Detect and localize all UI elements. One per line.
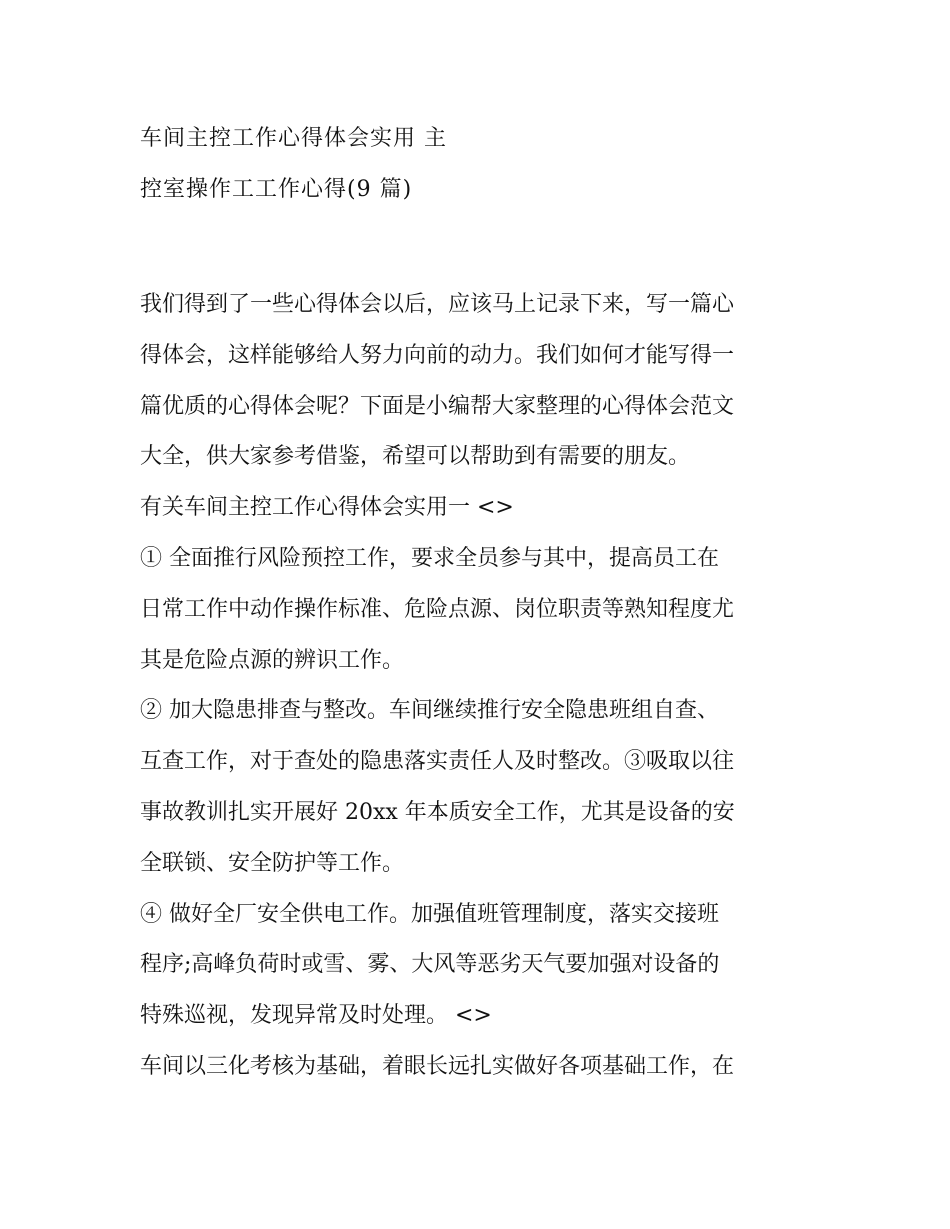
body-line: ① 全面推行风险预控工作，要求全员参与其中，提高员工在 (140, 545, 719, 571)
body-line: 篇优质的心得体会呢？下面是小编帮大家整理的心得体会范文 (140, 393, 735, 419)
body-line: 全联锁、安全防护等工作。 (140, 850, 405, 876)
body-line: 得体会，这样能够给人努力向前的动力。我们如何才能写得一 (140, 342, 735, 368)
body-line: 特殊巡视，发现异常及时处理。 <> (140, 1003, 492, 1029)
title-line: 控室操作工工作心得(9 篇) (140, 176, 413, 202)
document-title (140, 114, 820, 216)
body-line: 车间以三化考核为基础，着眼长远扎实做好各项基础工作，在 (140, 1053, 735, 1079)
body-line: ② 加大隐患排查与整改。车间继续推行安全隐患班组自查、 (140, 698, 719, 724)
body-line: 其是危险点源的辨识工作。 (140, 647, 405, 673)
document-body (140, 280, 830, 1093)
body-line: 我们得到了一些心得体会以后，应该马上记录下来，写一篇心 (140, 292, 735, 317)
body-line: ④ 做好全厂安全供电工作。加强值班管理制度，落实交接班 (140, 901, 719, 927)
body-line: 事故教训扎实开展好 20xx 年本质安全工作，尤其是设备的安 (140, 799, 735, 825)
section-heading: 有关车间主控工作心得体会实用一 <> (140, 495, 514, 521)
body-line: 互查工作，对于查处的隐患落实责任人及时整改。③吸取以往 (140, 749, 735, 775)
body-line: 程序;高峰负荷时或雪、雾、大风等恶劣天气要加强对设备的 (140, 952, 720, 978)
title-line: 车间主控工作心得体会实用 主 (140, 126, 447, 151)
body-line: 大全，供大家参考借鉴，希望可以帮助到有需要的朋友。 (140, 444, 691, 470)
body-line: 日常工作中动作操作标准、危险点源、岗位职责等熟知程度尤 (140, 596, 735, 622)
